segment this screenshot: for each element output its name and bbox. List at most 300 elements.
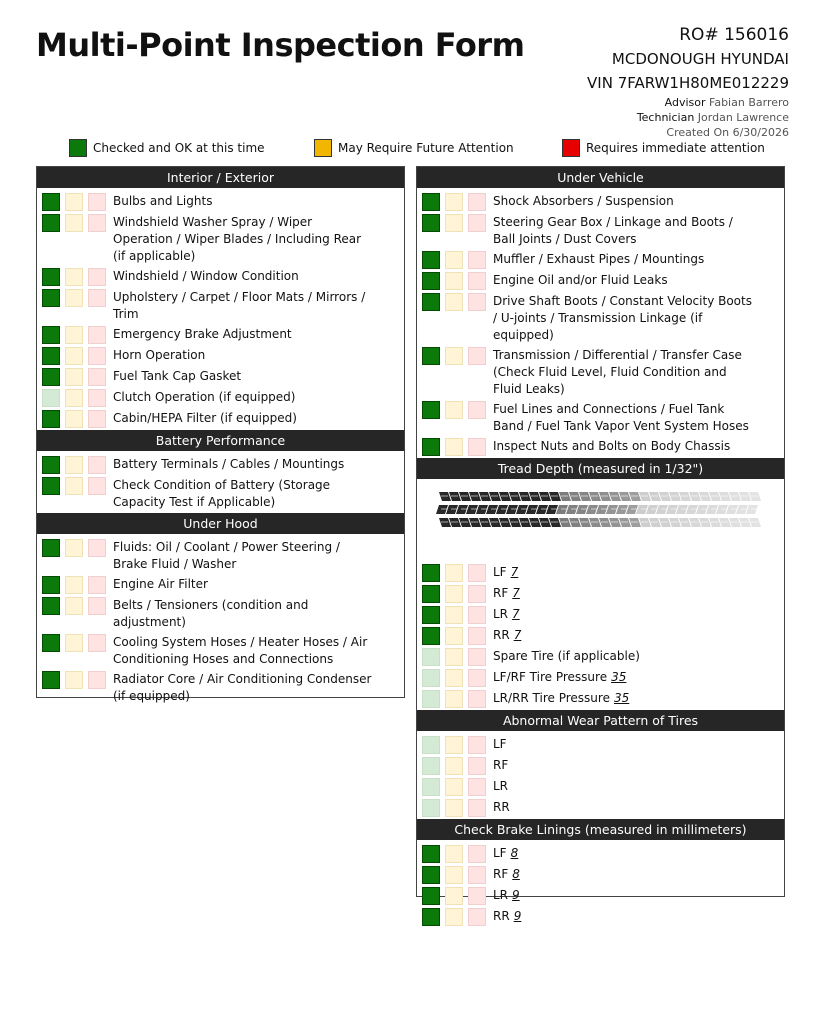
checklist-item-label	[493, 647, 640, 665]
checklist-row	[417, 865, 784, 886]
item-label: LR	[493, 607, 509, 621]
status-boxes	[42, 288, 106, 307]
checklist-row	[37, 596, 404, 633]
status-boxes	[422, 292, 486, 311]
ok-checkbox[interactable]	[422, 799, 440, 817]
immediate-checkbox[interactable]	[468, 193, 486, 211]
legend-immediate	[562, 139, 765, 157]
status-boxes	[422, 689, 486, 708]
checklist-item-label	[113, 388, 295, 406]
ok-checkbox[interactable]	[422, 887, 440, 905]
future-checkbox[interactable]	[445, 293, 463, 311]
ok-checkbox[interactable]	[422, 648, 440, 666]
under-vehicle-list	[417, 188, 784, 458]
checklist-row	[417, 437, 784, 458]
checklist-item-label	[493, 907, 521, 925]
immediate-checkbox[interactable]	[468, 799, 486, 817]
status-boxes	[42, 192, 106, 211]
immediate-checkbox[interactable]	[88, 634, 106, 652]
status-boxes	[422, 584, 486, 603]
checklist-row	[417, 605, 784, 626]
item-label: LF	[493, 565, 507, 579]
under-hood-list	[37, 534, 404, 707]
checklist-row	[417, 731, 784, 756]
checklist-item-label	[493, 777, 508, 795]
immediate-checkbox[interactable]	[468, 251, 486, 269]
immediate-checkbox[interactable]	[88, 477, 106, 495]
item-label: Engine Air Filter	[113, 577, 208, 591]
immediate-checkbox[interactable]	[468, 757, 486, 775]
ro-label: RO#	[679, 25, 719, 45]
future-checkbox[interactable]	[65, 671, 83, 689]
checklist-item-label	[493, 292, 753, 344]
checklist-row	[417, 213, 784, 250]
technician-label: Technician	[636, 111, 695, 124]
status-boxes	[42, 455, 106, 474]
immediate-checkbox[interactable]	[88, 410, 106, 428]
status-boxes	[422, 735, 486, 754]
checklist-row	[417, 756, 784, 777]
future-checkbox[interactable]	[65, 289, 83, 307]
item-label: Cooling System Hoses / Heater Hoses / Air Conditioning Hoses and Connections	[113, 635, 368, 666]
immediate-checkbox[interactable]	[468, 606, 486, 624]
future-checkbox[interactable]	[65, 389, 83, 407]
checklist-row	[37, 409, 404, 430]
status-boxes	[42, 388, 106, 407]
ok-checkbox[interactable]	[42, 456, 60, 474]
immediate-checkbox[interactable]	[468, 648, 486, 666]
checklist-row	[37, 670, 404, 707]
checklist-row	[417, 250, 784, 271]
ok-checkbox[interactable]	[42, 268, 60, 286]
item-label: RF	[493, 758, 509, 772]
future-checkbox[interactable]	[445, 401, 463, 419]
status-boxes	[422, 668, 486, 687]
ok-checkbox[interactable]	[42, 326, 60, 344]
immediate-checkbox[interactable]	[88, 456, 106, 474]
item-label: Drive Shaft Boots / Constant Velocity Boots / U-joints / Transmission Linkage (if equipped)	[493, 294, 752, 342]
immediate-checkbox[interactable]	[468, 690, 486, 708]
checklist-row	[37, 288, 404, 325]
immediate-checkbox[interactable]	[88, 597, 106, 615]
legend-future-label: May Require Future Attention	[338, 141, 514, 155]
red-swatch-icon	[562, 139, 580, 157]
item-label: Upholstery / Carpet / Floor Mats / Mirrors / Trim	[113, 290, 366, 321]
legend-ok-label: Checked and OK at this time	[93, 141, 265, 155]
ok-checkbox[interactable]	[422, 690, 440, 708]
checklist-item-label	[113, 367, 241, 385]
checklist-item-label	[493, 271, 668, 289]
ok-checkbox[interactable]	[422, 778, 440, 796]
immediate-checkbox[interactable]	[88, 576, 106, 594]
ok-checkbox[interactable]	[42, 214, 60, 232]
ok-checkbox[interactable]	[422, 757, 440, 775]
future-checkbox[interactable]	[65, 214, 83, 232]
checklist-row	[37, 213, 404, 267]
section-header-tread-depth: Tread Depth (measured in 1/32")	[417, 458, 784, 479]
item-label: Cabin/HEPA Filter (if equipped)	[113, 411, 297, 425]
checklist-item-label	[493, 865, 520, 883]
item-value: 7	[512, 586, 520, 600]
future-checkbox[interactable]	[445, 564, 463, 582]
checklist-item-label	[113, 288, 373, 323]
checklist-item-label	[493, 584, 520, 602]
right-panel	[416, 166, 785, 923]
checklist-row	[37, 267, 404, 288]
tread-depth-gauge-icon	[417, 479, 784, 559]
immediate-checkbox[interactable]	[88, 193, 106, 211]
legend-immediate-label: Requires immediate attention	[586, 141, 765, 155]
ro-line	[587, 24, 789, 46]
tread-gauge	[417, 479, 784, 559]
immediate-checkbox[interactable]	[88, 326, 106, 344]
brake-linings-list	[417, 840, 784, 928]
future-checkbox[interactable]	[65, 368, 83, 386]
status-boxes	[42, 325, 106, 344]
checklist-row	[37, 188, 404, 213]
checklist-item-label	[493, 626, 521, 644]
status-boxes	[422, 647, 486, 666]
checklist-row	[37, 388, 404, 409]
item-label: Transmission / Differential / Transfer Case (Check Fluid Level, Fluid Condition and Fluid Leaks)	[493, 348, 742, 396]
status-boxes	[422, 563, 486, 582]
ok-checkbox[interactable]	[422, 845, 440, 863]
checklist-row	[417, 271, 784, 292]
checklist-item-label	[493, 735, 507, 753]
ok-checkbox[interactable]	[422, 438, 440, 456]
status-boxes	[42, 213, 106, 232]
ok-checkbox[interactable]	[422, 401, 440, 419]
ok-checkbox[interactable]	[42, 389, 60, 407]
checklist-item-label	[113, 267, 299, 285]
immediate-checkbox[interactable]	[88, 671, 106, 689]
item-value: 35	[613, 691, 630, 705]
ok-checkbox[interactable]	[42, 634, 60, 652]
immediate-checkbox[interactable]	[468, 272, 486, 290]
checklist-item-label	[113, 213, 373, 265]
dealer-name: MCDONOUGH HYUNDAI	[611, 50, 789, 68]
checklist-row	[417, 777, 784, 798]
checklist-row	[417, 346, 784, 400]
future-checkbox[interactable]	[65, 597, 83, 615]
section-header-abnormal-wear: Abnormal Wear Pattern of Tires	[417, 710, 784, 731]
checklist-row	[37, 346, 404, 367]
checklist-row	[417, 400, 784, 437]
checklist-item-label	[493, 192, 674, 210]
checklist-row	[417, 584, 784, 605]
future-checkbox[interactable]	[445, 887, 463, 905]
ok-checkbox[interactable]	[42, 193, 60, 211]
section-header-battery: Battery Performance	[37, 430, 404, 451]
immediate-checkbox[interactable]	[468, 347, 486, 365]
ok-checkbox[interactable]	[42, 477, 60, 495]
status-boxes	[42, 267, 106, 286]
status-boxes	[42, 476, 106, 495]
checklist-item-label	[113, 633, 373, 668]
item-label: Muffler / Exhaust Pipes / Mountings	[493, 252, 705, 266]
future-checkbox[interactable]	[65, 347, 83, 365]
checklist-row	[417, 840, 784, 865]
status-boxes	[422, 437, 486, 456]
checklist-item-label	[493, 400, 753, 435]
future-checkbox[interactable]	[445, 214, 463, 232]
item-label: RR	[493, 800, 510, 814]
item-label: Horn Operation	[113, 348, 206, 362]
item-label: Fuel Lines and Connections / Fuel Tank Band / Fuel Tank Vapor Vent System Hoses	[493, 402, 749, 433]
future-checkbox[interactable]	[65, 193, 83, 211]
immediate-checkbox[interactable]	[468, 778, 486, 796]
checklist-row	[417, 798, 784, 819]
item-label: Engine Oil and/or Fluid Leaks	[493, 273, 668, 287]
future-checkbox[interactable]	[445, 251, 463, 269]
created-line	[587, 125, 789, 140]
checklist-item-label	[113, 455, 344, 473]
checklist-row	[417, 647, 784, 668]
section-header-under-hood: Under Hood	[37, 513, 404, 534]
status-boxes	[422, 626, 486, 645]
vin-label: VIN	[587, 74, 613, 92]
ok-checkbox[interactable]	[422, 293, 440, 311]
item-label: Spare Tire (if applicable)	[493, 649, 640, 663]
future-checkbox[interactable]	[445, 690, 463, 708]
item-label: Clutch Operation (if equipped)	[113, 390, 296, 404]
ok-checkbox[interactable]	[422, 606, 440, 624]
ok-checkbox[interactable]	[42, 289, 60, 307]
checklist-item-label	[113, 192, 212, 210]
status-boxes	[42, 670, 106, 689]
status-boxes	[422, 777, 486, 796]
future-checkbox[interactable]	[445, 272, 463, 290]
immediate-checkbox[interactable]	[88, 389, 106, 407]
checklist-row	[37, 534, 404, 575]
immediate-checkbox[interactable]	[468, 866, 486, 884]
future-checkbox[interactable]	[445, 438, 463, 456]
future-checkbox[interactable]	[445, 866, 463, 884]
checklist-item-label	[113, 538, 373, 573]
left-panel	[36, 166, 405, 703]
ok-checkbox[interactable]	[422, 272, 440, 290]
item-label: Belts / Tensioners (condition and adjustment)	[113, 598, 309, 629]
ok-checkbox[interactable]	[422, 866, 440, 884]
immediate-checkbox[interactable]	[468, 438, 486, 456]
ok-checkbox[interactable]	[42, 347, 60, 365]
ok-checkbox[interactable]	[422, 908, 440, 926]
checklist-item-label	[113, 325, 292, 343]
item-value: 7	[513, 628, 522, 642]
item-label: Bulbs and Lights	[113, 194, 213, 208]
immediate-checkbox[interactable]	[468, 887, 486, 905]
ok-checkbox[interactable]	[42, 410, 60, 428]
immediate-checkbox[interactable]	[88, 268, 106, 286]
item-label: LR	[493, 779, 509, 793]
status-boxes	[422, 907, 486, 926]
ok-checkbox[interactable]	[422, 347, 440, 365]
tread-depth-list	[417, 559, 784, 710]
checklist-item-label	[493, 756, 508, 774]
future-checkbox[interactable]	[445, 585, 463, 603]
technician-name: Jordan Lawrence	[697, 111, 789, 124]
item-label: RF	[493, 586, 509, 600]
checklist-row	[417, 668, 784, 689]
immediate-checkbox[interactable]	[468, 845, 486, 863]
ok-checkbox[interactable]	[422, 214, 440, 232]
status-boxes	[42, 538, 106, 557]
item-label: RR	[493, 628, 510, 642]
status-boxes	[422, 400, 486, 419]
immediate-checkbox[interactable]	[88, 214, 106, 232]
status-boxes	[42, 575, 106, 594]
checklist-item-label	[113, 575, 208, 593]
immediate-checkbox[interactable]	[468, 214, 486, 232]
item-label: LF	[493, 737, 507, 751]
item-value: 9	[512, 888, 520, 902]
item-label: Windshield Washer Spray / Wiper Operation / Wiper Blades / Including Rear (if applicable)	[113, 215, 362, 263]
immediate-checkbox[interactable]	[468, 293, 486, 311]
checklist-item-label	[493, 346, 753, 398]
ok-checkbox[interactable]	[422, 564, 440, 582]
ok-checkbox[interactable]	[422, 736, 440, 754]
checklist-row	[417, 292, 784, 346]
future-checkbox[interactable]	[445, 606, 463, 624]
item-label: Battery Terminals / Cables / Mountings	[113, 457, 345, 471]
ok-checkbox[interactable]	[422, 669, 440, 687]
item-value: 7	[510, 565, 519, 579]
vin-line	[587, 72, 789, 95]
status-boxes	[42, 346, 106, 365]
status-boxes	[422, 271, 486, 290]
immediate-checkbox[interactable]	[88, 539, 106, 557]
ok-checkbox[interactable]	[42, 597, 60, 615]
item-value: 8	[512, 867, 520, 881]
status-boxes	[422, 250, 486, 269]
item-label: Check Condition of Battery (Storage Capacity Test if Applicable)	[113, 478, 331, 509]
future-checkbox[interactable]	[65, 576, 83, 594]
legend-ok	[69, 139, 265, 157]
ok-checkbox[interactable]	[42, 671, 60, 689]
checklist-item-label	[113, 476, 373, 511]
item-label: Fluids: Oil / Coolant / Power Steering / Brake Fluid / Washer	[113, 540, 340, 571]
future-checkbox[interactable]	[65, 634, 83, 652]
immediate-checkbox[interactable]	[468, 908, 486, 926]
checklist-item-label	[113, 346, 205, 364]
header-info	[587, 24, 789, 140]
status-boxes	[422, 192, 486, 211]
checklist-row	[417, 886, 784, 907]
status-boxes	[422, 213, 486, 232]
immediate-checkbox[interactable]	[88, 347, 106, 365]
section-header-interior: Interior / Exterior	[37, 167, 404, 188]
checklist-item-label	[493, 437, 730, 455]
future-checkbox[interactable]	[445, 669, 463, 687]
item-label: LF/RF Tire Pressure	[493, 670, 608, 684]
immediate-checkbox[interactable]	[468, 401, 486, 419]
item-label: Windshield / Window Condition	[113, 269, 299, 283]
ok-checkbox[interactable]	[422, 627, 440, 645]
checklist-item-label	[493, 668, 626, 686]
technician-line	[587, 110, 789, 125]
checklist-row	[417, 907, 784, 928]
status-boxes	[42, 633, 106, 652]
immediate-checkbox[interactable]	[88, 289, 106, 307]
future-checkbox[interactable]	[445, 757, 463, 775]
battery-list	[37, 451, 404, 513]
future-checkbox[interactable]	[445, 627, 463, 645]
checklist-row	[37, 575, 404, 596]
status-boxes	[422, 346, 486, 365]
checklist-row	[37, 367, 404, 388]
immediate-checkbox[interactable]	[468, 736, 486, 754]
page-title: Multi-Point Inspection Form	[36, 26, 525, 64]
checklist-item-label	[493, 844, 518, 862]
future-checkbox[interactable]	[65, 268, 83, 286]
immediate-checkbox[interactable]	[468, 585, 486, 603]
checklist-row	[37, 476, 404, 513]
ok-checkbox[interactable]	[422, 251, 440, 269]
advisor-line	[587, 95, 789, 110]
checklist-item-label	[113, 670, 373, 705]
status-legend	[0, 139, 826, 159]
ok-checkbox[interactable]	[42, 368, 60, 386]
item-label: Radiator Core / Air Conditioning Condenser (if equipped)	[113, 672, 372, 703]
future-checkbox[interactable]	[65, 456, 83, 474]
status-boxes	[422, 798, 486, 817]
item-value: 8	[510, 846, 519, 860]
immediate-checkbox[interactable]	[88, 368, 106, 386]
item-label: Shock Absorbers / Suspension	[493, 194, 674, 208]
ok-checkbox[interactable]	[422, 193, 440, 211]
status-boxes	[422, 605, 486, 624]
ok-checkbox[interactable]	[42, 539, 60, 557]
future-checkbox[interactable]	[65, 539, 83, 557]
future-checkbox[interactable]	[445, 908, 463, 926]
future-checkbox[interactable]	[445, 845, 463, 863]
green-swatch-icon	[69, 139, 87, 157]
section-header-brake-linings: Check Brake Linings (measured in millimeters)	[417, 819, 784, 840]
future-checkbox[interactable]	[445, 193, 463, 211]
future-checkbox[interactable]	[65, 326, 83, 344]
checklist-item-label	[113, 596, 373, 631]
checklist-item-label	[493, 213, 753, 248]
immediate-checkbox[interactable]	[468, 669, 486, 687]
legend-future	[314, 139, 514, 157]
checklist-item-label	[493, 689, 629, 707]
item-label: LR	[493, 888, 509, 902]
status-boxes	[42, 596, 106, 615]
future-checkbox[interactable]	[65, 477, 83, 495]
checklist-row	[417, 689, 784, 710]
future-checkbox[interactable]	[65, 410, 83, 428]
checklist-item-label	[493, 563, 518, 581]
ro-number: 156016	[724, 25, 789, 45]
future-checkbox[interactable]	[445, 736, 463, 754]
item-label: RF	[493, 867, 509, 881]
checklist-row	[37, 451, 404, 476]
ok-checkbox[interactable]	[422, 585, 440, 603]
future-checkbox[interactable]	[445, 648, 463, 666]
future-checkbox[interactable]	[445, 799, 463, 817]
checklist-item-label	[493, 886, 520, 904]
immediate-checkbox[interactable]	[468, 627, 486, 645]
future-checkbox[interactable]	[445, 778, 463, 796]
created-label: Created On	[666, 126, 730, 139]
ok-checkbox[interactable]	[42, 576, 60, 594]
item-label: RR	[493, 909, 510, 923]
item-label: LF	[493, 846, 507, 860]
future-checkbox[interactable]	[445, 347, 463, 365]
interior-list	[37, 188, 404, 430]
item-label: Emergency Brake Adjustment	[113, 327, 292, 341]
immediate-checkbox[interactable]	[468, 564, 486, 582]
